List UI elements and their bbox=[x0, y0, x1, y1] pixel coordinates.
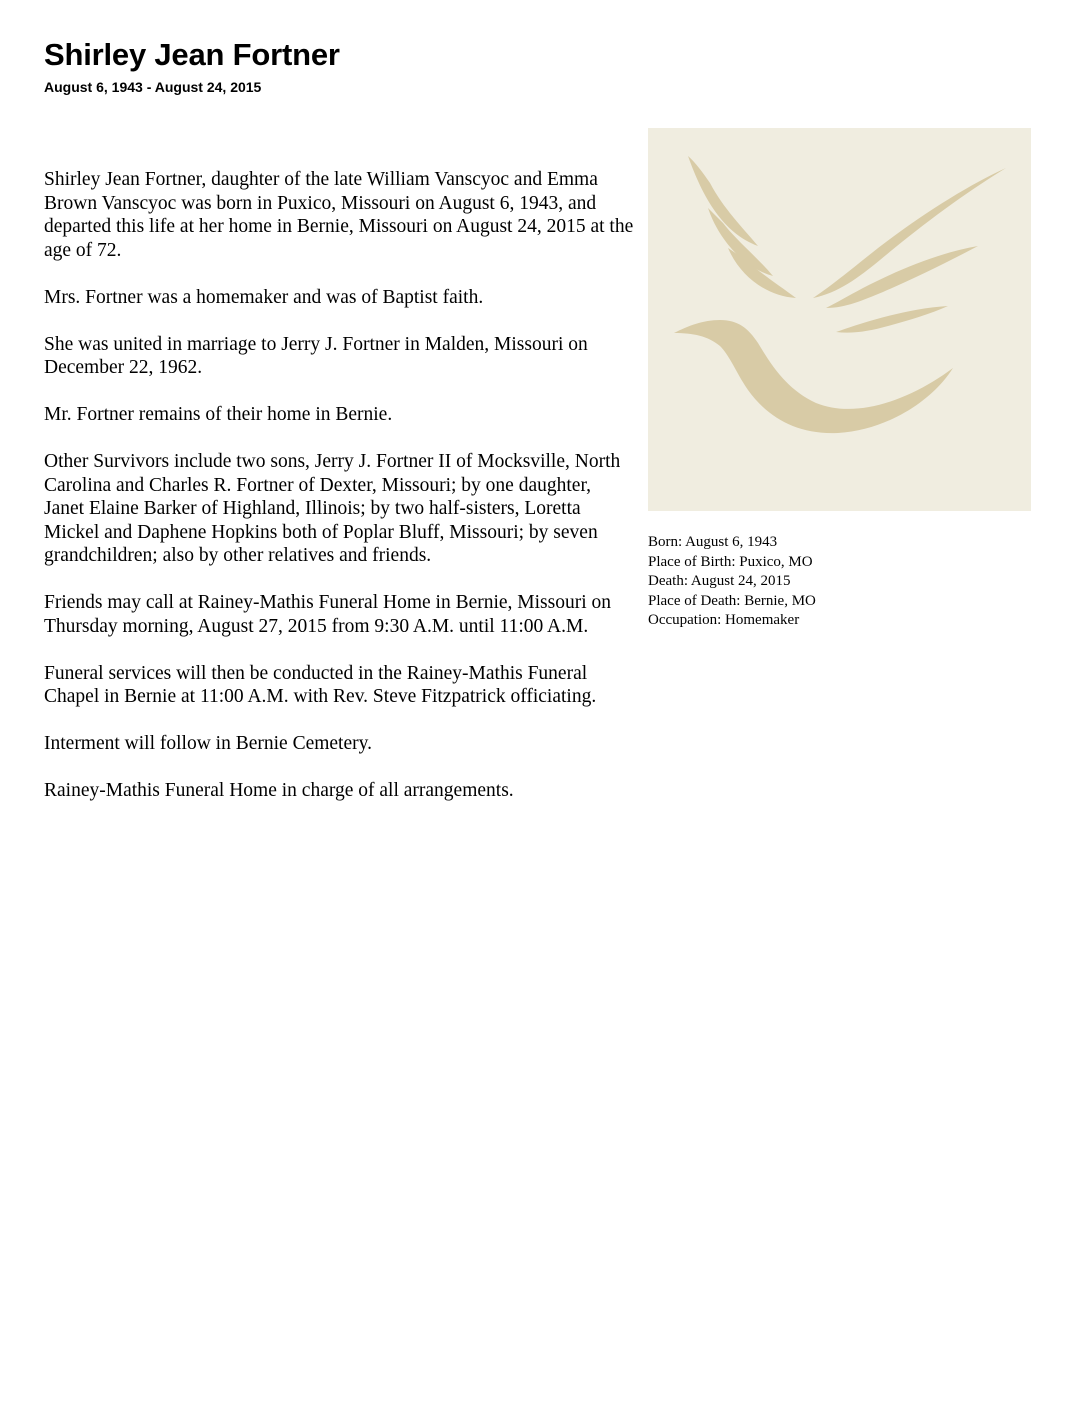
obituary-paragraph: Mr. Fortner remains of their home in Bernie. bbox=[44, 404, 393, 425]
life-dates: August 6, 1943 - August 24, 2015 bbox=[44, 79, 262, 95]
obituary-paragraph: Other Survivors include two sons, Jerry J. Fortner II of Mocksville, North Carolina and Charles R. Fortner of Dexter, Missouri; by one daughter, Janet Elaine Barker of Highland, Illinois; by two half-sisters, Loretta Mickel and Daphene Hopkins both of Poplar Bluff, Missouri; by seven grandchildren; also by other relatives and friends. bbox=[44, 451, 621, 566]
born-date: Born: August 6, 1943 bbox=[648, 534, 778, 550]
vital-facts bbox=[648, 533, 816, 631]
obituary-paragraph: Mrs. Fortner was a homemaker and was of Baptist faith. bbox=[44, 286, 484, 308]
place-of-birth: Place of Birth: Puxico, MO bbox=[648, 553, 813, 570]
obituary-paragraph: Funeral services will then be conducted in the Rainey-Mathis Funeral Chapel in Bernie at 11:00 A.M. with Rev. Steve Fitzpatrick officiating. bbox=[44, 662, 597, 707]
obituary-paragraph: Rainey-Mathis Funeral Home in charge of all arrangements. bbox=[44, 780, 514, 801]
obituary-header bbox=[44, 36, 340, 96]
memorial-image bbox=[648, 128, 1031, 511]
occupation: Occupation: Homemaker bbox=[648, 612, 800, 628]
deceased-name: Shirley Jean Fortner bbox=[44, 37, 340, 72]
obituary-paragraph: Friends may call at Rainey-Mathis Funeral Home in Bernie, Missouri on Thursday morning, August 27, 2015 from 9:30 A.M. until 11:00 A.M. bbox=[44, 592, 612, 637]
death-date: Death: August 24, 2015 bbox=[648, 573, 791, 589]
place-of-death: Place of Death: Bernie, MO bbox=[648, 592, 816, 609]
obituary-paragraph: She was united in marriage to Jerry J. Fortner in Malden, Missouri on December 22, 1962. bbox=[44, 333, 588, 378]
dove-icon bbox=[648, 128, 1031, 511]
obituary-paragraph: Shirley Jean Fortner, daughter of the late William Vanscyoc and Emma Brown Vanscyoc was born in Puxico, Missouri on August 6, 1943, and departed this life at her home in Bernie, Missouri on August 24, 2015 at the age of 72. bbox=[44, 169, 634, 261]
obituary-paragraph: Interment will follow in Bernie Cemetery. bbox=[44, 733, 372, 754]
obituary-text bbox=[44, 168, 634, 826]
